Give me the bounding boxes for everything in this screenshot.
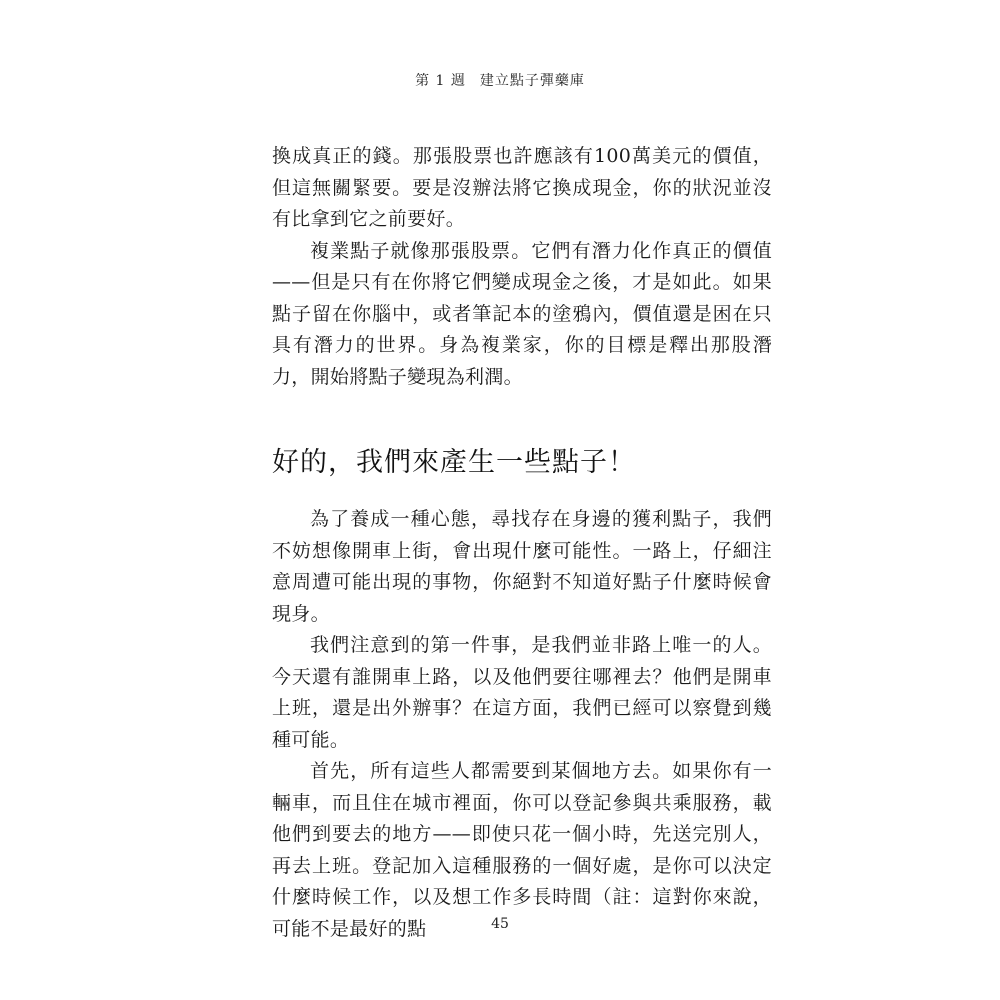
paragraph: 首先，所有這些人都需要到某個地方去。如果你有一輛車，而且住在城市裡面，你可以登記參與共乘服務，載他們到要去的地方——即使只花一個小時，先送完別人，再去上班。登記加入這種服務的一個好處，是你可以決定什麼時候工作，以及想工作多長時間（註：這對你來說，可能不是最好的點 [272, 760, 772, 940]
chapter-title: 建立點子彈藥庫 [479, 73, 585, 89]
section-heading: 好的，我們來產生一些點子！ [272, 447, 636, 478]
paragraph: 複業點子就像那張股票。它們有潛力化作真正的價值——但是只有在你將它們變成現金之後，才是如此。如果點子留在你腦中，或者筆記本的塗鴉內，價值還是困在只具有潛力的世界。身為複業家，你的目標是釋出那股潛力，開始將點子變現為利潤。 [272, 239, 772, 388]
page-number: 45 [491, 916, 509, 932]
running-header [0, 70, 1000, 90]
chapter-label: 第 1 週 [415, 73, 466, 89]
paragraph: 我們注意到的第一件事，是我們並非路上唯一的人。今天還有誰開車上路，以及他們要往哪裡去？他們是開車上班，還是出外辦事？在這方面，我們已經可以察覺到幾種可能。 [272, 634, 772, 751]
paragraph: 換成真正的錢。那張股票也許應該有100萬美元的價值，但這無關緊要。要是沒辦法將它換成現金，你的狀況並沒有比拿到它之前要好。 [272, 145, 772, 230]
body-text-top [272, 141, 772, 393]
body-text-bottom [272, 504, 772, 945]
paragraph: 為了養成一種心態，尋找存在身邊的獲利點子，我們不妨想像開車上街，會出現什麼可能性。一路上，仔細注意周遭可能出現的事物，你絕對不知道好點子什麼時候會現身。 [272, 508, 772, 625]
